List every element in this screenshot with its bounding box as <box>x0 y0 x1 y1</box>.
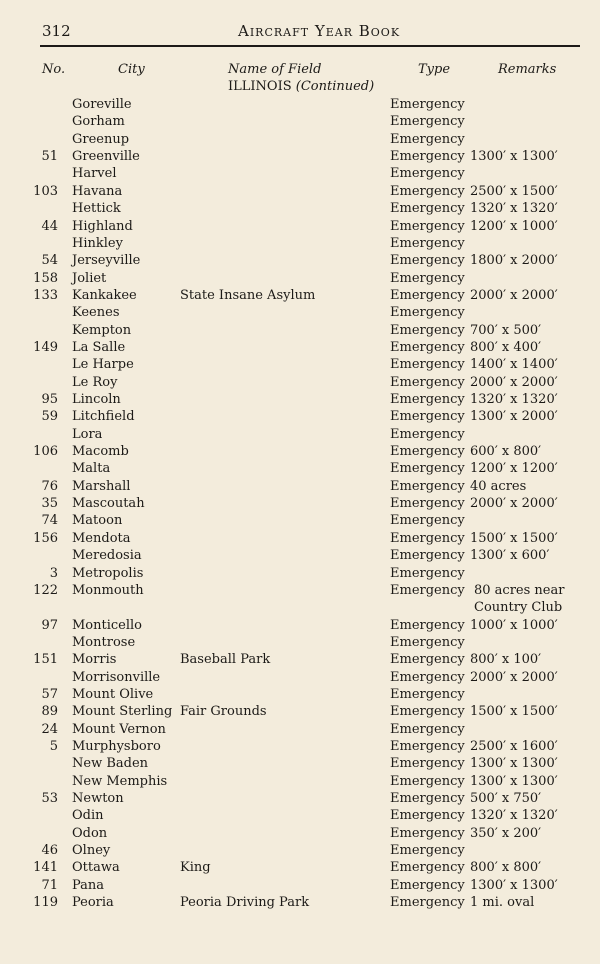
row-remarks: 600′ x 800′ <box>470 444 542 459</box>
row-remarks: 1300′ x 1300′ <box>470 877 558 893</box>
row-city: Hinkley <box>72 235 123 251</box>
row-field: Fair Grounds <box>180 704 267 720</box>
row-city: Litchfield <box>72 409 135 425</box>
row-number: 46 <box>41 843 58 859</box>
row-number: 89 <box>41 704 58 720</box>
row-city: Hettick <box>72 201 121 217</box>
row-type: Emergency <box>390 270 465 286</box>
row-type: Emergency <box>390 183 465 199</box>
row-number: 156 <box>33 530 58 546</box>
row-remarks: 500′ x 750′ <box>470 791 542 806</box>
table-row <box>0 460 600 477</box>
row-city: Mount Sterling <box>72 704 173 720</box>
row-number: 74 <box>41 513 58 529</box>
row-type: Emergency <box>390 825 465 841</box>
row-city: Mount Olive <box>72 686 154 702</box>
table-row <box>0 113 600 130</box>
row-number: 133 <box>33 287 58 303</box>
row-type: Emergency <box>390 131 465 147</box>
row-type: Emergency <box>390 409 465 425</box>
row-remarks: 800′ x 400′ <box>470 339 542 355</box>
row-type: Emergency <box>390 114 465 130</box>
table-row <box>0 738 600 755</box>
row-city: Olney <box>72 843 111 859</box>
column-header-remarks: Remarks <box>498 62 557 77</box>
row-remarks: 1320′ x 1320′ <box>470 201 558 217</box>
row-type: Emergency <box>390 97 465 112</box>
row-remarks: 700′ x 500′ <box>470 322 542 338</box>
table-row <box>0 218 600 235</box>
table-row <box>0 825 600 842</box>
page-header <box>42 22 580 42</box>
row-city: Goreville <box>72 97 132 112</box>
row-type: Emergency <box>390 739 465 754</box>
row-city: La Salle <box>72 339 126 355</box>
row-number: 97 <box>41 617 58 633</box>
row-city: Odin <box>72 808 104 824</box>
row-type: Emergency <box>390 808 465 824</box>
row-city: Morris <box>72 652 117 668</box>
row-field: State Insane Asylum <box>180 287 316 303</box>
row-city: Metropolis <box>72 565 144 581</box>
row-remarks: 1300′ x 600′ <box>470 548 550 564</box>
row-remarks: 1200′ x 1000′ <box>470 218 558 234</box>
row-type: Emergency <box>390 374 465 390</box>
table-row <box>0 565 600 582</box>
row-remarks: 1000′ x 1000′ <box>470 617 558 633</box>
row-remarks: 1300′ x 2000′ <box>470 409 558 425</box>
column-header-type: Type <box>418 62 451 77</box>
row-number: 3 <box>49 565 58 581</box>
row-remarks: 1 mi. oval <box>470 895 535 911</box>
row-type: Emergency <box>390 721 465 737</box>
row-city: Newton <box>72 791 124 806</box>
table-row <box>0 374 600 391</box>
row-city: Highland <box>72 218 133 234</box>
row-type: Emergency <box>390 322 465 338</box>
row-remarks: 1300′ x 1300′ <box>470 149 558 165</box>
row-remarks: 80 acres near <box>474 582 565 598</box>
table-row <box>0 582 600 599</box>
row-number: 51 <box>41 149 58 165</box>
row-city: Keenes <box>72 305 120 321</box>
row-city: Kankakee <box>72 287 137 303</box>
row-type: Emergency <box>390 496 465 512</box>
row-type: Emergency <box>390 357 465 373</box>
row-type: Emergency <box>390 843 465 859</box>
row-city: Harvel <box>72 166 117 182</box>
row-city: Lora <box>72 426 103 442</box>
row-number: 53 <box>41 791 58 806</box>
row-type: Emergency <box>390 461 465 477</box>
table-row <box>0 165 600 182</box>
row-city: Peoria <box>72 895 114 911</box>
row-number: 158 <box>33 270 58 286</box>
row-number: 106 <box>33 444 58 459</box>
table-row <box>0 96 600 113</box>
table-row <box>0 651 600 668</box>
row-number: 141 <box>33 860 58 876</box>
row-type: Emergency <box>390 617 465 633</box>
row-city: Monticello <box>72 617 143 633</box>
row-type: Emergency <box>390 235 465 251</box>
row-type: Emergency <box>390 704 465 720</box>
row-type: Emergency <box>390 392 465 407</box>
table-row <box>0 426 600 443</box>
column-header-city: City <box>118 62 145 77</box>
row-type: Emergency <box>390 201 465 217</box>
table-row <box>0 391 600 408</box>
row-number: 54 <box>41 253 58 269</box>
table-row <box>0 790 600 807</box>
table-row <box>0 894 600 911</box>
row-remarks: 1400′ x 1400′ <box>470 357 558 373</box>
row-remarks: 800′ x 100′ <box>470 652 542 668</box>
row-city: Murphysboro <box>72 739 161 754</box>
running-title: Aircraft Year Book <box>238 22 401 40</box>
row-type: Emergency <box>390 444 465 459</box>
row-city: Mount Vernon <box>72 721 166 737</box>
row-city: Montrose <box>72 634 136 650</box>
row-type: Emergency <box>390 218 465 234</box>
table-row <box>0 270 600 287</box>
row-city: New Baden <box>72 756 149 772</box>
row-number: 24 <box>41 721 58 737</box>
row-remarks: 350′ x 200′ <box>470 825 542 841</box>
table-row <box>0 617 600 634</box>
row-remarks: 2000′ x 2000′ <box>470 496 558 512</box>
row-type: Emergency <box>390 305 465 321</box>
row-type: Emergency <box>390 253 465 269</box>
table-row <box>0 773 600 790</box>
row-remarks: 1300′ x 1300′ <box>470 773 558 789</box>
row-remarks: 1500′ x 1500′ <box>470 704 558 720</box>
row-type: Emergency <box>390 565 465 581</box>
row-number: 149 <box>33 339 58 355</box>
row-city: Malta <box>72 461 111 477</box>
table-row <box>0 807 600 824</box>
table-row <box>0 686 600 703</box>
row-type: Emergency <box>390 773 465 789</box>
table-row <box>0 304 600 321</box>
row-type: Emergency <box>390 791 465 806</box>
row-city: Morrisonville <box>72 669 161 685</box>
row-number: 5 <box>49 739 58 754</box>
table-row <box>0 512 600 529</box>
row-type: Emergency <box>390 548 465 564</box>
row-city: Kempton <box>72 322 132 338</box>
row-type: Emergency <box>390 513 465 529</box>
row-type: Emergency <box>390 582 465 598</box>
row-type: Emergency <box>390 339 465 355</box>
table-row <box>0 183 600 200</box>
row-field: Peoria Driving Park <box>180 895 310 911</box>
row-type: Emergency <box>390 669 465 685</box>
row-field: King <box>180 860 211 876</box>
row-remarks: 1500′ x 1500′ <box>470 530 558 546</box>
row-number: 119 <box>33 895 58 911</box>
row-type: Emergency <box>390 478 465 494</box>
row-city: Havana <box>72 183 123 199</box>
row-remarks: 1300′ x 1300′ <box>470 756 558 772</box>
row-number: 76 <box>41 478 58 494</box>
table-row <box>0 859 600 876</box>
row-number: 95 <box>41 392 58 407</box>
column-header-no: No. <box>42 62 66 77</box>
table-row <box>0 322 600 339</box>
page-number: 312 <box>42 22 71 40</box>
row-remarks: 40 acres <box>470 478 527 494</box>
table-row <box>0 703 600 720</box>
table-row <box>0 599 600 616</box>
row-city: Marshall <box>72 478 131 494</box>
row-city: Meredosia <box>72 548 142 564</box>
row-number: 151 <box>33 652 58 668</box>
row-type: Emergency <box>390 895 465 911</box>
row-type: Emergency <box>390 166 465 182</box>
row-remarks: 2500′ x 1500′ <box>470 183 558 199</box>
row-city: Odon <box>72 825 108 841</box>
row-number: 59 <box>41 409 58 425</box>
row-remarks: 2000′ x 2000′ <box>470 374 558 390</box>
column-header-field: Name of Field <box>228 62 322 77</box>
row-city: Mascoutah <box>72 496 145 512</box>
row-type: Emergency <box>390 877 465 893</box>
row-city: Jerseyville <box>72 253 141 269</box>
table-row <box>0 877 600 894</box>
row-city: Le Roy <box>72 374 118 390</box>
row-type: Emergency <box>390 756 465 772</box>
table-row <box>0 148 600 165</box>
table-row <box>0 408 600 425</box>
row-city: Macomb <box>72 444 129 459</box>
table-row <box>0 669 600 686</box>
table-row <box>0 547 600 564</box>
table-row <box>0 495 600 512</box>
row-number: 44 <box>41 218 58 234</box>
row-remarks: 1320′ x 1320′ <box>470 808 558 824</box>
row-remarks: 1320′ x 1320′ <box>470 392 558 407</box>
row-remarks: 2500′ x 1600′ <box>470 739 558 754</box>
row-number: 57 <box>41 686 58 702</box>
table-row <box>0 131 600 148</box>
header-rule <box>40 45 580 47</box>
row-type: Emergency <box>390 860 465 876</box>
table-row <box>0 634 600 651</box>
row-remarks: 2000′ x 2000′ <box>470 669 558 685</box>
row-city: Pana <box>72 877 105 893</box>
row-number: 103 <box>33 183 58 199</box>
row-number: 122 <box>33 582 58 598</box>
row-city: Greenup <box>72 131 130 147</box>
row-remarks: 1200′ x 1200′ <box>470 461 558 477</box>
row-type: Emergency <box>390 426 465 442</box>
row-city: Lincoln <box>72 392 121 407</box>
row-remarks: 800′ x 800′ <box>470 860 542 876</box>
row-city: New Memphis <box>72 773 168 789</box>
state-heading <box>228 79 374 94</box>
row-city: Matoon <box>72 513 123 529</box>
table-row <box>0 356 600 373</box>
row-city: Mendota <box>72 530 131 546</box>
table-row <box>0 721 600 738</box>
row-city: Monmouth <box>72 582 144 598</box>
row-type: Emergency <box>390 634 465 650</box>
row-city: Greenville <box>72 149 140 165</box>
table-row <box>0 478 600 495</box>
state-name: ILLINOIS <box>228 79 292 94</box>
table-row <box>0 235 600 252</box>
row-type: Emergency <box>390 686 465 702</box>
row-type: Emergency <box>390 149 465 165</box>
state-continued: (Continued) <box>295 79 375 94</box>
row-type: Emergency <box>390 652 465 668</box>
table-row <box>0 530 600 547</box>
row-city: Joliet <box>72 270 107 286</box>
row-field: Baseball Park <box>180 652 271 668</box>
table-row <box>0 443 600 460</box>
row-remarks: 1800′ x 2000′ <box>470 253 558 269</box>
row-number: 35 <box>41 496 58 512</box>
table-row <box>0 200 600 217</box>
row-type: Emergency <box>390 287 465 303</box>
row-type: Emergency <box>390 530 465 546</box>
row-city: Ottawa <box>72 860 120 876</box>
row-city: Gorham <box>72 114 125 130</box>
row-number: 71 <box>41 877 58 893</box>
table-row <box>0 252 600 269</box>
row-remarks: Country Club <box>474 600 563 616</box>
row-city: Le Harpe <box>72 357 134 373</box>
row-remarks: 2000′ x 2000′ <box>470 287 558 303</box>
table-row <box>0 339 600 356</box>
table-row <box>0 287 600 304</box>
table-row <box>0 842 600 859</box>
table-row <box>0 755 600 772</box>
